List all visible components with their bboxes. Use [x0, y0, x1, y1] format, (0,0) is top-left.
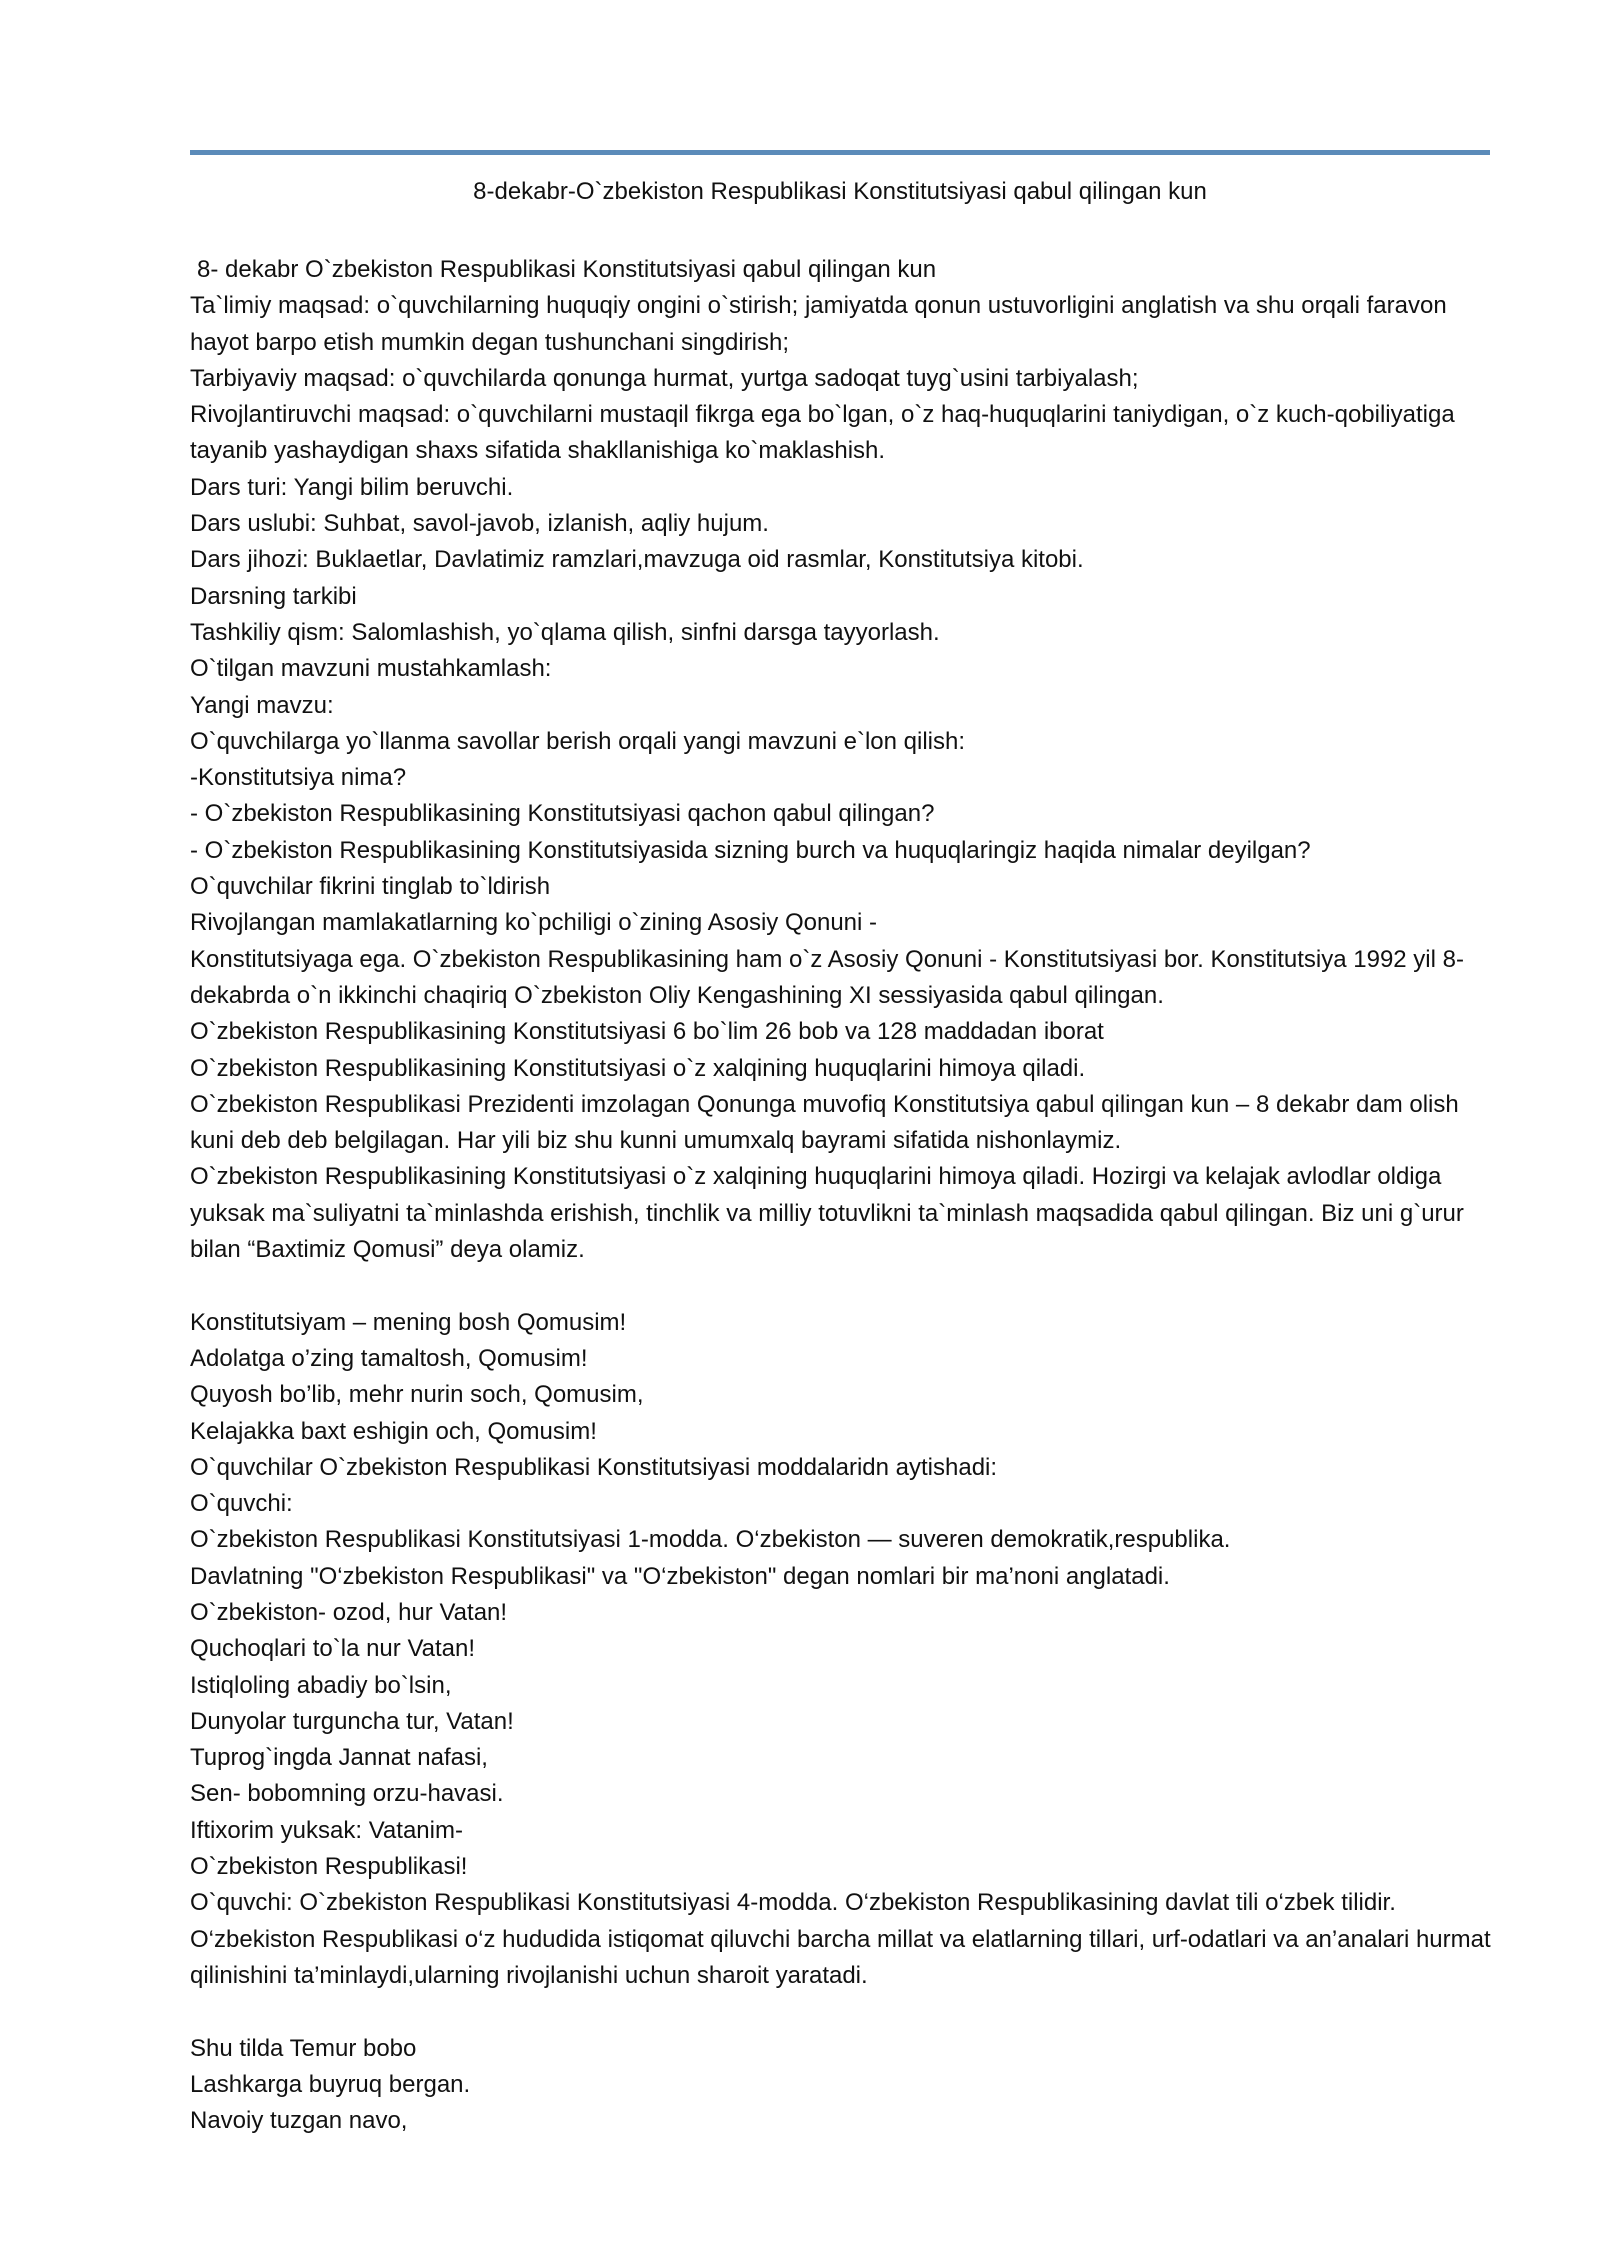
- header-rule: [190, 150, 1490, 155]
- body-paragraph: O`zbekiston Respublikasining Konstitutsiyasi 6 bo`lim 26 bob va 128 maddadan iborat: [190, 1018, 1104, 1046]
- poem-line: Sen- bobomning orzu-havasi.: [190, 1780, 504, 1808]
- body-paragraph: Dars turi: Yangi bilim beruvchi.: [190, 473, 514, 501]
- body-paragraph: O`quvchilar fikrini tinglab to`ldirish: [190, 873, 551, 901]
- poem-line: Kelajakka baxt eshigin och, Qomusim!: [190, 1417, 597, 1445]
- blank-line: [190, 1994, 1500, 2030]
- poem-line: Adolatga o’zing tamaltosh, Qomusim!: [190, 1344, 588, 1372]
- poem-line: Quchoqlari to`la nur Vatan!: [190, 1635, 476, 1663]
- body-paragraph: Dars jihozi: Buklaetlar, Davlatimiz ramzlari,mavzuga oid rasmlar, Konstitutsiya kitobi.: [190, 546, 1084, 574]
- body-paragraph: Tashkiliy qism: Salomlashish, yo`qlama qilish, sinfni darsga tayyorlash.: [190, 618, 940, 646]
- body-paragraph: Ta`limiy maqsad: o`quvchilarning huquqiy ongini o`stirish; jamiyatda qonun ustuvorligini anglatish va shu orqali faravon hayot barpo etish mumkin degan tushunchani singdirish;: [190, 292, 1447, 356]
- body-paragraph: Davlatning "O‘zbekiston Respublikasi" va "O‘zbekiston" degan nomlari bir ma’noni anglatadi.: [190, 1562, 1170, 1590]
- poem-line: Lashkarga buyruq bergan.: [190, 2070, 471, 2098]
- body-paragraph: O`quvchi: O`zbekiston Respublikasi Konstitutsiyasi 4-modda. O‘zbekiston Respublikasining davlat tili o‘zbek tilidir.: [190, 1889, 1396, 1917]
- body-paragraph: O`zbekiston Respublikasining Konstitutsiyasi o`z xalqining huquqlarini himoya qiladi. Hozirgi va kelajak avlodlar oldiga yuksak ma`suliyatni ta`minlashda erishish, tinchlik va milliy totuvlikni ta`minlash maqsadida qabul qilingan. Biz uni g`urur bilan “Baxtimiz Qomusi” deya olamiz.: [190, 1163, 1464, 1264]
- body-paragraph: Rivojlangan mamlakatlarning ko`pchiligi o`zining Asosiy Qonuni -: [190, 909, 877, 937]
- body-paragraph: Dars uslubi: Suhbat, savol-javob, izlanish, aqliy hujum.: [190, 510, 769, 538]
- body-paragraph: 8- dekabr O`zbekiston Respublikasi Konstitutsiyasi qabul qilingan kun: [197, 256, 937, 283]
- body-paragraph: O‘zbekiston Respublikasi o‘z hududida istiqomat qiluvchi barcha millat va elatlarning tillari, urf-odatlari va an’analari hurmat qilinishini ta’minlaydi,ularning rivojlanishi uchun sharoit yaratadi.: [190, 1925, 1491, 1989]
- poem-line: Tuprog`ingda Jannat nafasi,: [190, 1744, 488, 1772]
- body-paragraph: Yangi mavzu:: [190, 691, 334, 719]
- poem-line: O`zbekiston- ozod, hur Vatan!: [190, 1598, 508, 1626]
- body-paragraph: Rivojlantiruvchi maqsad: o`quvchilarni mustaqil fikrga ega bo`lgan, o`z haq-huquqlarini taniydigan, o`z kuch-qobiliyatiga tayanib yashaydigan shaxs sifatida shakllanishiga ko`maklashish.: [190, 401, 1455, 465]
- body-paragraph: O`quvchilar O`zbekiston Respublikasi Konstitutsiyasi moddalaridn aytishadi:: [190, 1453, 998, 1481]
- body-paragraph: - O`zbekiston Respublikasining Konstitutsiyasi qachon qabul qilingan?: [190, 800, 935, 828]
- body-paragraph: O`zbekiston Respublikasi Konstitutsiyasi 1-modda. O‘zbekiston — suveren demokratik,respublika.: [190, 1526, 1231, 1554]
- body-paragraph: Konstitutsiyaga ega. O`zbekiston Respublikasining ham o`z Asosiy Qonuni - Konstitutsiyasi bor. Konstitutsiya 1992 yil 8-dekabrda o`n ikkinchi chaqiriq O`zbekiston Oliy Kengashining XI sessiyasida qabul qilingan.: [190, 945, 1464, 1009]
- poem-line: Konstitutsiyam – mening bosh Qomusim!: [190, 1308, 627, 1336]
- body-paragraph: O`zbekiston Respublikasining Konstitutsiyasi o`z xalqining huquqlarini himoya qiladi.: [190, 1054, 1086, 1082]
- body-paragraph: -Konstitutsiya nima?: [190, 764, 407, 792]
- poem-line: Shu tilda Temur bobo: [190, 2034, 417, 2062]
- body-paragraph: Tarbiyaviy maqsad: o`quvchilarda qonunga hurmat, yurtga sadoqat tuyg`usini tarbiyalash;: [190, 364, 1139, 392]
- body-paragraph: O`tilgan mavzuni mustahkamlash:: [190, 655, 552, 683]
- blank-line: [190, 1268, 1500, 1304]
- body-paragraph: O`zbekiston Respublikasi Prezidenti imzolagan Qonunga muvofiq Konstitutsiya qabul qilingan kun – 8 dekabr dam olish kuni deb deb belgilagan. Har yili biz shu kunni umumxalq bayrami sifatida nishonlaymiz.: [190, 1090, 1459, 1155]
- poem-line: Quyosh bo’lib, mehr nurin soch, Qomusim,: [190, 1381, 644, 1409]
- body-paragraph: O`quvchi:: [190, 1490, 293, 1518]
- body-paragraph: - O`zbekiston Respublikasining Konstitutsiyasida sizning burch va huquqlaringiz haqida nimalar deyilgan?: [190, 836, 1311, 864]
- body-paragraph: O`quvchilarga yo`llanma savollar berish orqali yangi mavzuni e`lon qilish:: [190, 727, 966, 755]
- document-body: [190, 252, 1500, 2139]
- poem-line: Istiqloling abadiy bo`lsin,: [190, 1671, 452, 1699]
- poem-line: O`zbekiston Respublikasi!: [190, 1853, 468, 1881]
- poem-line: Dunyolar turguncha tur, Vatan!: [190, 1707, 514, 1735]
- poem-line: Iftixorim yuksak: Vatanim-: [190, 1816, 463, 1844]
- document-title: 8-dekabr-O`zbekiston Respublikasi Konstitutsiyasi qabul qilingan kun: [473, 178, 1207, 205]
- body-paragraph: Darsning tarkibi: [190, 582, 357, 610]
- poem-line: Navoiy tuzgan navo,: [190, 2107, 408, 2135]
